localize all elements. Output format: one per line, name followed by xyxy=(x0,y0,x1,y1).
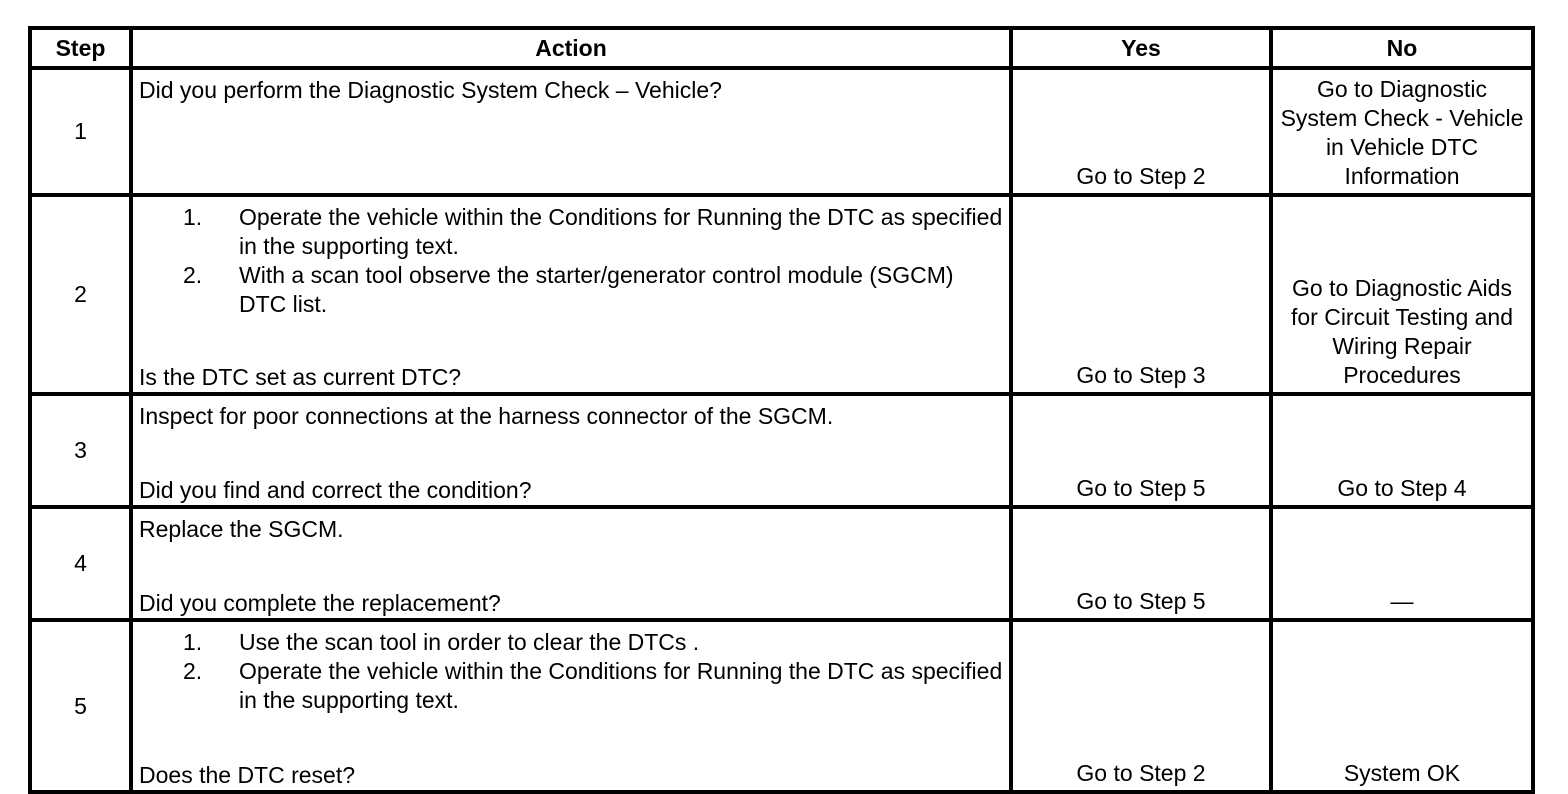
no-text: Go to Diagnostic System Check - Vehicle in Vehicle DTC Information xyxy=(1280,76,1524,189)
yes-cell xyxy=(1011,620,1271,792)
action-question: Did you complete the replacement? xyxy=(139,590,501,616)
action-steps-list xyxy=(139,203,1003,319)
header-action: Action xyxy=(131,28,1011,68)
action-steps-list xyxy=(139,628,1003,715)
action-question: Is the DTC set as current DTC? xyxy=(139,364,462,390)
header-row xyxy=(30,28,1533,68)
list-item: 1. Operate the vehicle within the Conditions for Running the DTC as specified in the supporting text. xyxy=(183,204,1003,259)
yes-cell xyxy=(1011,394,1271,507)
step-number: 2 xyxy=(30,195,131,394)
action-intro: Inspect for poor connections at the harness connector of the SGCM. xyxy=(139,403,834,429)
yes-text: Go to Step 5 xyxy=(1076,475,1206,501)
action-intro: Did you perform the Diagnostic System Check – Vehicle? xyxy=(139,77,722,103)
action-question: Does the DTC reset? xyxy=(139,762,356,788)
table-row xyxy=(30,195,1533,394)
header-step: Step xyxy=(30,28,131,68)
no-text: — xyxy=(1390,588,1414,614)
list-item: 2. Operate the vehicle within the Conditions for Running the DTC as specified in the supporting text. xyxy=(183,658,1003,713)
action-cell xyxy=(131,507,1011,620)
diagnostic-table xyxy=(28,26,1535,794)
action-cell xyxy=(131,620,1011,792)
yes-cell xyxy=(1011,195,1271,394)
action-cell xyxy=(131,394,1011,507)
no-text: System OK xyxy=(1343,760,1461,786)
table-row xyxy=(30,68,1533,195)
step-number: 1 xyxy=(30,68,131,195)
yes-text: Go to Step 3 xyxy=(1076,362,1206,388)
step-number: 4 xyxy=(30,507,131,620)
no-cell xyxy=(1271,68,1533,195)
step-number: 5 xyxy=(30,620,131,792)
yes-text: Go to Step 2 xyxy=(1076,163,1206,189)
yes-text: Go to Step 2 xyxy=(1076,760,1206,786)
no-text: Go to Diagnostic Aids for Circuit Testing and Wiring Repair Procedures xyxy=(1290,275,1513,388)
table-row xyxy=(30,620,1533,792)
action-intro: Replace the SGCM. xyxy=(139,516,344,542)
header-yes: Yes xyxy=(1011,28,1271,68)
no-cell xyxy=(1271,507,1533,620)
step-number: 3 xyxy=(30,394,131,507)
no-cell xyxy=(1271,195,1533,394)
table-row xyxy=(30,394,1533,507)
no-text: Go to Step 4 xyxy=(1337,475,1467,501)
no-cell xyxy=(1271,620,1533,792)
header-no: No xyxy=(1271,28,1533,68)
action-cell xyxy=(131,195,1011,394)
no-cell xyxy=(1271,394,1533,507)
yes-cell xyxy=(1011,68,1271,195)
action-cell xyxy=(131,68,1011,195)
yes-cell xyxy=(1011,507,1271,620)
list-item: 1. Use the scan tool in order to clear the DTCs . xyxy=(183,629,700,655)
list-item: 2. With a scan tool observe the starter/generator control module (SGCM) DTC list. xyxy=(183,262,954,317)
yes-text: Go to Step 5 xyxy=(1076,588,1206,614)
action-question: Did you find and correct the condition? xyxy=(139,477,532,503)
table-row xyxy=(30,507,1533,620)
